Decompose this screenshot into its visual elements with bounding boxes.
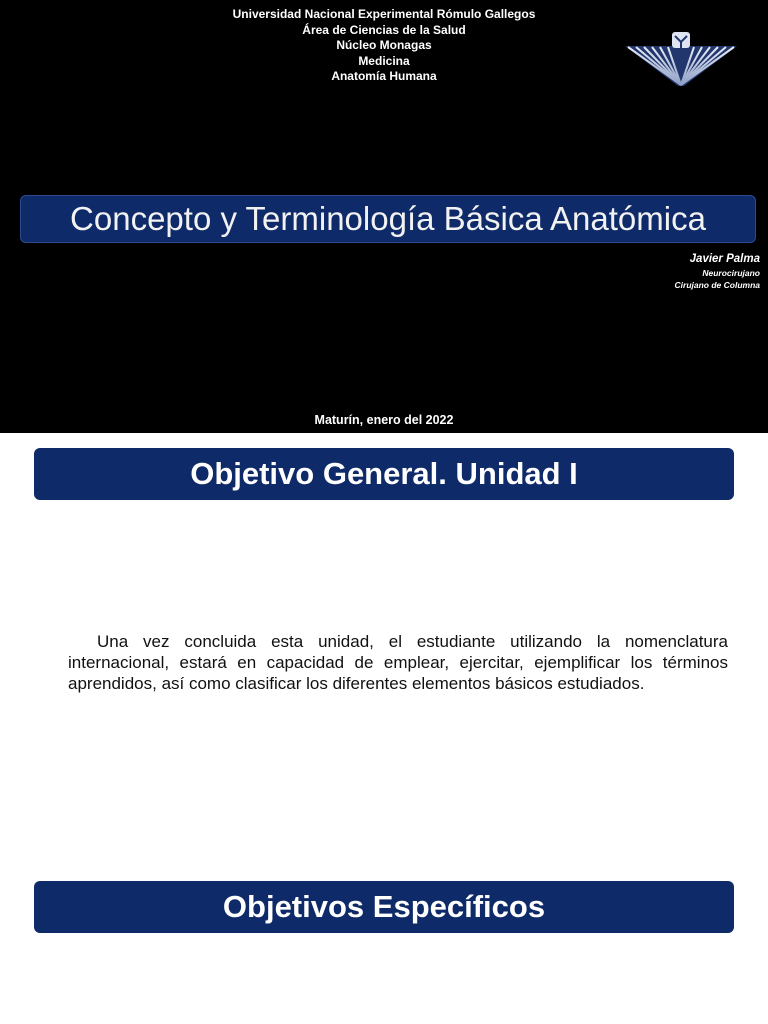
author-role-neurosurgeon: Neurocirujano [702,268,760,278]
place-date: Maturín, enero del 2022 [314,413,454,427]
presentation-title: Concepto y Terminología Básica Anatómica [70,200,706,237]
header-line-nucleus: Núcleo Monagas [336,38,432,52]
header-line-career: Medicina [358,53,410,68]
header-line-area: Área de Ciencias de la Salud [302,22,466,37]
header-line-subject: Anatomía Humana [331,69,437,83]
author-block [675,252,760,291]
specific-objectives-heading: Objetivos Específicos [34,881,734,933]
author-name: Javier Palma [689,253,760,265]
author-role-spine-surgeon: Cirujano de Columna [674,280,760,290]
title-banner [20,195,756,243]
university-winged-emblem-icon [622,28,740,88]
general-objective-text: Una vez concluida esta unidad, el estudiante utilizando la nomenclatura internacional, estará en capacidad de emplear, ejercitar, ejemplificar los términos aprendidos, así como clasificar los diferentes elementos básicos estudiados. [68,632,728,693]
header-line-university: Universidad Nacional Experimental Rómulo Gallegos [232,7,536,21]
title-slide [0,0,768,433]
general-objective-heading: Objetivo General. Unidad I [34,448,734,500]
